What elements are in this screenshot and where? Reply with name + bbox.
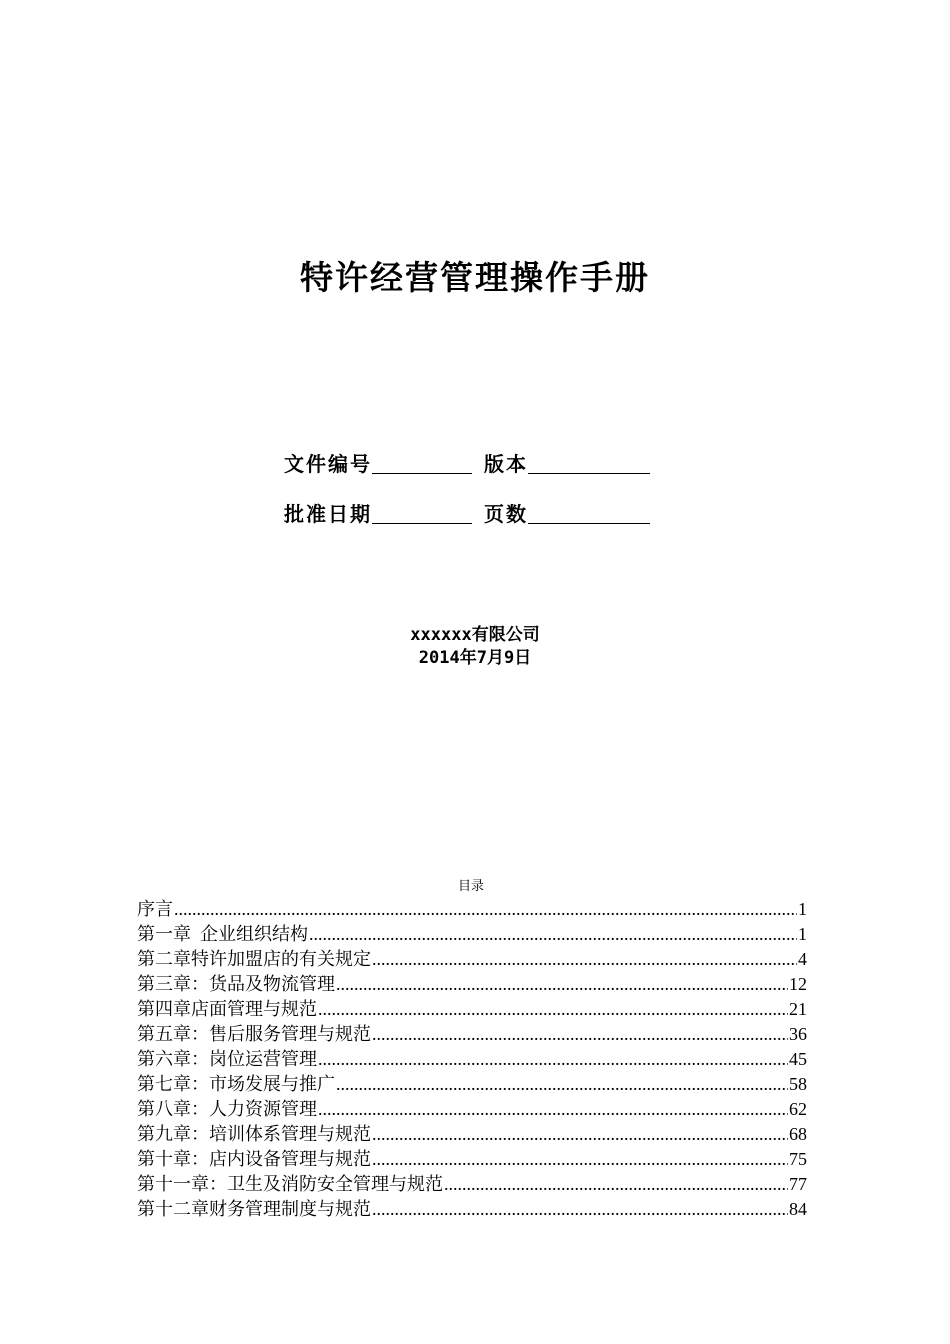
toc-heading: 目录 bbox=[457, 879, 484, 894]
toc-entry[interactable] bbox=[137, 972, 807, 997]
toc-entry-page: 75 bbox=[789, 1149, 807, 1169]
doc-number-label: 文件编号 bbox=[284, 452, 372, 476]
toc-entry[interactable] bbox=[137, 1072, 807, 1097]
toc-leader-dots bbox=[309, 922, 797, 947]
toc-entry-title: 序言 bbox=[137, 899, 173, 919]
toc-entry-title: 第四章店面管理与规范 bbox=[137, 999, 317, 1019]
toc-leader-dots bbox=[372, 1147, 788, 1172]
toc-leader-dots bbox=[444, 1172, 788, 1197]
document-date: 2014年7月9日 bbox=[418, 648, 532, 668]
field-row-doc-number-version bbox=[284, 448, 650, 477]
company-block bbox=[0, 624, 950, 670]
approval-date-blank bbox=[372, 501, 472, 524]
pages-blank bbox=[528, 501, 650, 524]
toc-entry[interactable] bbox=[137, 1122, 807, 1147]
toc-leader-dots bbox=[336, 972, 788, 997]
toc-entry-title: 第十章：店内设备管理与规范 bbox=[137, 1149, 371, 1169]
field-row-date-pages bbox=[284, 498, 650, 527]
toc-entry-page: 21 bbox=[789, 999, 807, 1019]
toc-entry-title: 第一章 企业组织结构 bbox=[137, 924, 308, 944]
toc-leader-dots bbox=[174, 897, 797, 922]
toc-leader-dots bbox=[318, 1097, 788, 1122]
toc-leader-dots bbox=[372, 1022, 788, 1047]
toc-leader-dots bbox=[372, 1122, 788, 1147]
toc-entry-page: 77 bbox=[789, 1174, 807, 1194]
toc-entry[interactable] bbox=[137, 1097, 807, 1122]
toc-entry[interactable] bbox=[137, 1047, 807, 1072]
toc-entry-page: 58 bbox=[789, 1074, 807, 1094]
toc-leader-dots bbox=[318, 1047, 788, 1072]
toc-entry-page: 4 bbox=[798, 949, 807, 969]
toc-entry-page: 36 bbox=[789, 1024, 807, 1044]
company-name: xxxxxx有限公司 bbox=[410, 625, 540, 645]
doc-number-blank bbox=[372, 451, 472, 474]
toc-leader-dots bbox=[336, 1072, 788, 1097]
toc-entry-page: 1 bbox=[798, 899, 807, 919]
toc-entry-title: 第八章：人力资源管理 bbox=[137, 1099, 317, 1119]
toc-entry-title: 第十二章财务管理制度与规范 bbox=[137, 1199, 371, 1219]
toc-entry-title: 第七章：市场发展与推广 bbox=[137, 1074, 335, 1094]
pages-label: 页数 bbox=[484, 502, 528, 526]
toc-entry-page: 84 bbox=[789, 1199, 807, 1219]
toc-entry[interactable] bbox=[137, 1147, 807, 1172]
toc-entry[interactable] bbox=[137, 922, 807, 947]
version-blank bbox=[528, 451, 650, 474]
toc-leader-dots bbox=[318, 997, 788, 1022]
toc-entry[interactable] bbox=[137, 1172, 807, 1197]
toc-entry-page: 45 bbox=[789, 1049, 807, 1069]
toc-leader-dots bbox=[372, 1197, 788, 1222]
version-label: 版本 bbox=[484, 452, 528, 476]
toc-entry[interactable] bbox=[137, 897, 807, 922]
toc-entry-title: 第三章：货品及物流管理 bbox=[137, 974, 335, 994]
approval-date-label: 批准日期 bbox=[284, 502, 372, 526]
toc-leader-dots bbox=[372, 947, 797, 972]
document-title: 特许经营管理操作手册 bbox=[300, 258, 650, 297]
toc-entry[interactable] bbox=[137, 1197, 807, 1222]
table-of-contents bbox=[137, 897, 807, 1222]
toc-entry-page: 68 bbox=[789, 1124, 807, 1144]
toc-entry-page: 12 bbox=[789, 974, 807, 994]
toc-entry[interactable] bbox=[137, 1022, 807, 1047]
toc-entry-title: 第五章：售后服务管理与规范 bbox=[137, 1024, 371, 1044]
toc-entry[interactable] bbox=[137, 947, 807, 972]
toc-entry-page: 1 bbox=[798, 924, 807, 944]
toc-entry-title: 第二章特许加盟店的有关规定 bbox=[137, 949, 371, 969]
toc-entry-title: 第六章：岗位运营管理 bbox=[137, 1049, 317, 1069]
toc-entry-page: 62 bbox=[789, 1099, 807, 1119]
toc-entry-title: 第九章：培训体系管理与规范 bbox=[137, 1124, 371, 1144]
toc-entry[interactable] bbox=[137, 997, 807, 1022]
toc-entry-title: 第十一章：卫生及消防安全管理与规范 bbox=[137, 1174, 443, 1194]
